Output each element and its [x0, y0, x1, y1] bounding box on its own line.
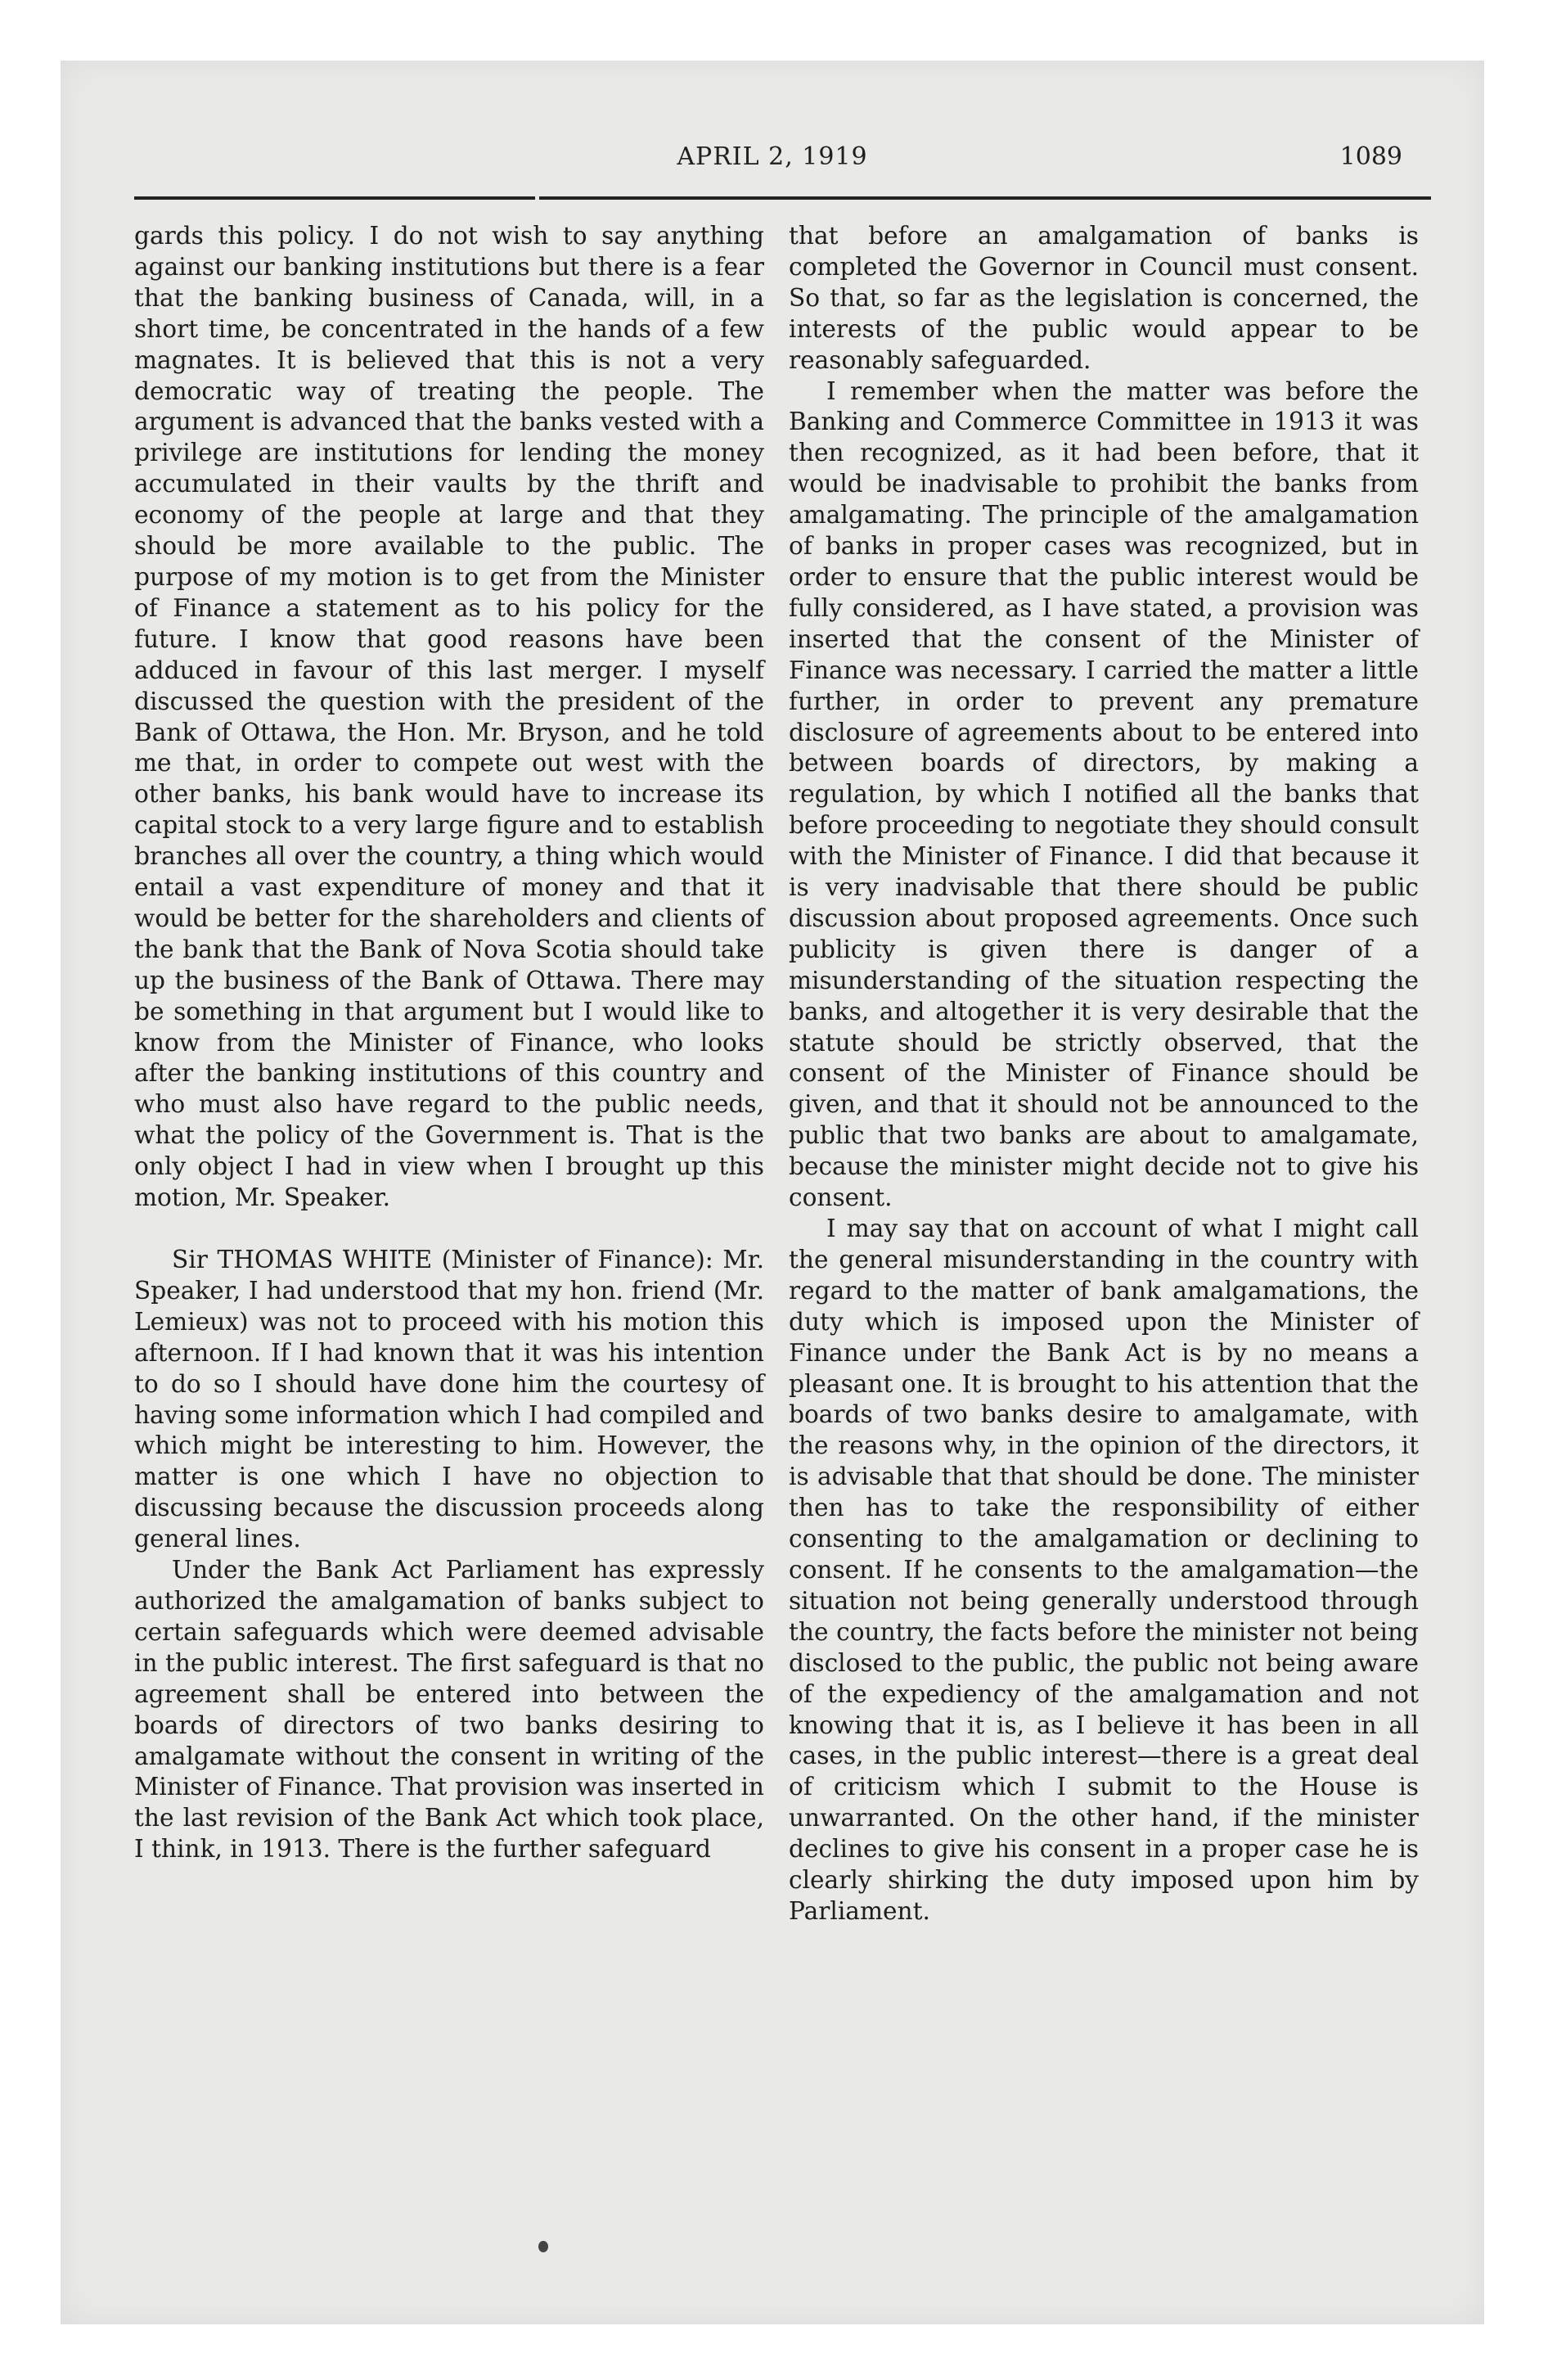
document-page [61, 61, 1484, 2324]
left-paragraph-1: gards this policy. I do not wish to say anything against our banking institutions but there is a fear that the banking business of Canada, will, in a short time, be concentrated in the hands of a few magnates. It is believed that this is not a very democratic way of treating the people. The argument is advanced that the banks vested with a privilege are institutions for lending the money accumulated in their vaults by the thrift and economy of the people at large and that they should be more available to the public. The purpose of my motion is to get from the Minister of Finance a statement as to his policy for the future. I know that good reasons have been adduced in favour of this last merger. I myself discussed the question with the president of the Bank of Ottawa, the Hon. Mr. Bryson, and he told me that, in order to compete out west with the other banks, his bank would have to increase its capital stock to a very large figure and to establish branches all over the country, a thing which would entail a vast expenditure of money and that it would be better for the shareholders and clients of the bank that the Bank of Nova Scotia should take up the business of the Bank of Ottawa. There may be something in that argument but I would like to know from the Minister of Finance, who looks after the banking institutions of this country and who must also have regard to the public needs, what the policy of the Government is. That is the only object I had in view when I brought up this motion, Mr. Speaker. [134, 222, 764, 1212]
left-paragraph-3: Under the Bank Act Parliament has expressly authorized the amalgamation of banks subject to certain safeguards which were deemed advisable in the public interest. The first safeguard is that no agreement shall be entered into between the boards of directors of two banks desiring to amalgamate without the consent in writing of the Minister of Finance. That provision was inserted in the last revision of the Bank Act which took place, I think, in 1913. There is the further safeguard [134, 1556, 764, 1864]
right-paragraph-3: I may say that on account of what I might call the general misunderstanding in the country with regard to the matter of bank amalgamations, the duty which is imposed upon the Minister of Finance under the Bank Act is by no means a pleasant one. It is brought to his attention that the boards of two banks desire to amalgamate, with the reasons why, in the opinion of the directors, it is advisable that that should be done. The minister then has to take the responsibility of either consenting to the amalgamation or declining to consent. If he consents to the amalgamation—the situation not being generally understood through the country, the facts before the minister not being disclosed to the public, the public not being aware of the expediency of the amalgamation and not knowing that it is, as I believe it has been in all cases, in the public interest—there is a great deal of criticism which I submit to the House is unwarranted. On the other hand, if the minister declines to give his consent in a proper case he is clearly shirking the duty imposed upon him by Parliament. [789, 1215, 1419, 1925]
header-rule-left [134, 196, 535, 200]
left-paragraph-2: Sir THOMAS WHITE (Minister of Finance): Mr. Speaker, I had understood that my hon. friend (Mr. Lemieux) was not to proceed with his motion this afternoon. If I had known that it was his intention to do so I should have done him the courtesy of having some information which I had compiled and which might be interesting to him. However, the matter is one which I have no objection to discussing because the discussion proceeds along general lines. [134, 1246, 764, 1553]
right-column [789, 221, 1419, 1927]
ink-dot-mark [538, 2241, 548, 2252]
right-paragraph-1: that before an amalgamation of banks is completed the Governor in Council must consent. So that, so far as the legislation is concerned, the interests of the public would appear to be reasonably safeguarded. [789, 222, 1419, 374]
header-rule-right [539, 196, 1431, 200]
left-column [134, 221, 764, 1865]
header-date: APRIL 2, 1919 [677, 142, 868, 171]
right-paragraph-2: I remember when the matter was before the Banking and Commerce Committee in 1913 it was then recognized, as it had been before, that it would be inadvisable to prohibit the banks from amalgamating. The principle of the amalgamation of banks in proper cases was recognized, but in order to ensure that the public interest would be fully considered, as I have stated, a provision was inserted that the consent of the Minister of Finance was necessary. I carried the matter a little further, in order to prevent any premature disclosure of agreements about to be entered into between boards of directors, by making a regulation, by which I notified all the banks that before proceeding to negotiate they should consult with the Minister of Finance. I did that because it is very inadvisable that there should be public discussion about proposed agreements. Once such publicity is given there is danger of a misunderstanding of the situation respecting the banks, and altogether it is very desirable that the statute should be strictly observed, that the consent of the Minister of Finance should be given, and that it should not be announced to the public that two banks are about to amalgamate, because the minister might decide not to give his consent. [789, 376, 1419, 1212]
page-number: 1089 [1339, 142, 1402, 171]
